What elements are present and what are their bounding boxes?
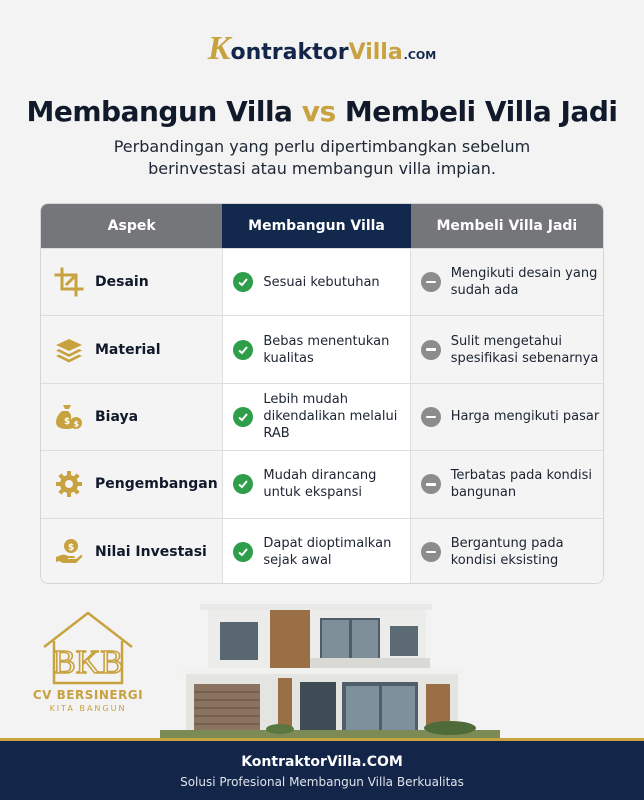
table-row (41, 518, 603, 584)
gear-icon (54, 469, 84, 499)
table-header (41, 204, 603, 248)
svg-text:$: $ (73, 419, 80, 429)
membeli-cell (411, 249, 603, 315)
minus-icon (421, 542, 441, 562)
table-row (41, 450, 603, 517)
column-header-membeli: Membeli Villa Jadi (411, 204, 603, 248)
svg-text:BKB: BKB (53, 644, 123, 681)
bkb-logo-icon (38, 609, 138, 691)
membeli-text: Mengikuti desain yang sudah ada (450, 266, 598, 299)
membangun-cell (222, 451, 410, 517)
membangun-text: Dapat dioptimalkan sejak awal (263, 535, 392, 568)
membeli-cell (411, 316, 603, 382)
aspek-label: Biaya (95, 408, 139, 425)
money-bag-icon (54, 402, 84, 432)
check-icon (233, 407, 253, 427)
brand-name: CV BERSINERGI (32, 688, 144, 702)
minus-icon (421, 407, 441, 427)
check-icon (233, 272, 253, 292)
check-icon (233, 474, 253, 494)
brand-tagline: KITA BANGUN (49, 704, 127, 713)
aspek-cell (41, 384, 222, 450)
membeli-cell (411, 519, 603, 584)
page-subtitle: Perbandingan yang perlu dipertimbangkan sebelum berinvestasi atau membangun villa impian. (113, 137, 531, 178)
layers-icon (54, 335, 84, 365)
aspek-label: Material (95, 341, 161, 358)
aspek-label: Pengembangan (95, 476, 218, 493)
title-part-1: Membangun Villa (26, 95, 293, 128)
aspek-label: Desain (95, 274, 149, 291)
logo-k: K (207, 30, 231, 67)
membangun-cell (222, 249, 410, 315)
check-icon (233, 542, 253, 562)
svg-text:$: $ (64, 416, 71, 427)
footer (0, 738, 644, 800)
title-vs: vs (301, 95, 336, 128)
table-row (41, 383, 603, 450)
membangun-text: Bebas menentukan kualitas (263, 333, 390, 366)
membeli-text: Sulit mengetahui spesifikasi sebenarnya (450, 333, 599, 366)
column-header-membangun: Membangun Villa (222, 204, 410, 248)
comparison-table (40, 203, 604, 584)
minus-icon (421, 474, 441, 494)
membangun-text: Mudah dirancang untuk ekspansi (263, 468, 377, 501)
title-part-2: Membeli Villa Jadi (344, 95, 618, 128)
footer-title: KontraktorVilla.COM (241, 754, 403, 770)
minus-icon (421, 340, 441, 360)
page-title (0, 95, 644, 128)
svg-text:$: $ (68, 542, 75, 553)
membeli-text: Harga mengikuti pasar (450, 409, 600, 425)
logo-com: .COM (403, 49, 437, 62)
aspek-label: Nilai Investasi (95, 543, 207, 560)
membeli-text: Bergantung pada kondisi eksisting (450, 535, 564, 568)
aspek-cell (41, 249, 222, 315)
membangun-text: Lebih mudah dikendalikan melalui RAB (263, 392, 398, 442)
site-logo (0, 32, 644, 66)
column-header-aspek: Aspek (41, 204, 222, 248)
membeli-text: Terbatas pada kondisi bangunan (450, 468, 593, 501)
membangun-cell (222, 519, 410, 584)
membeli-cell (411, 451, 603, 517)
membangun-cell (222, 384, 410, 450)
crop-icon (54, 267, 84, 297)
membangun-text: Sesuai kebutuhan (263, 274, 380, 290)
logo-villa: Villa (348, 40, 403, 65)
membangun-cell (222, 316, 410, 382)
table-row (41, 315, 603, 382)
logo-ontraktor: ontraktor (230, 40, 349, 65)
table-row (41, 248, 603, 315)
hand-dollar-icon (54, 537, 84, 567)
aspek-cell (41, 519, 222, 584)
villa-illustration (160, 592, 500, 738)
aspek-cell (41, 316, 222, 382)
check-icon (233, 340, 253, 360)
minus-icon (421, 272, 441, 292)
aspek-cell (41, 451, 222, 517)
membeli-cell (411, 384, 603, 450)
footer-subtitle: Solusi Profesional Membangun Villa Berkualitas (180, 775, 464, 789)
